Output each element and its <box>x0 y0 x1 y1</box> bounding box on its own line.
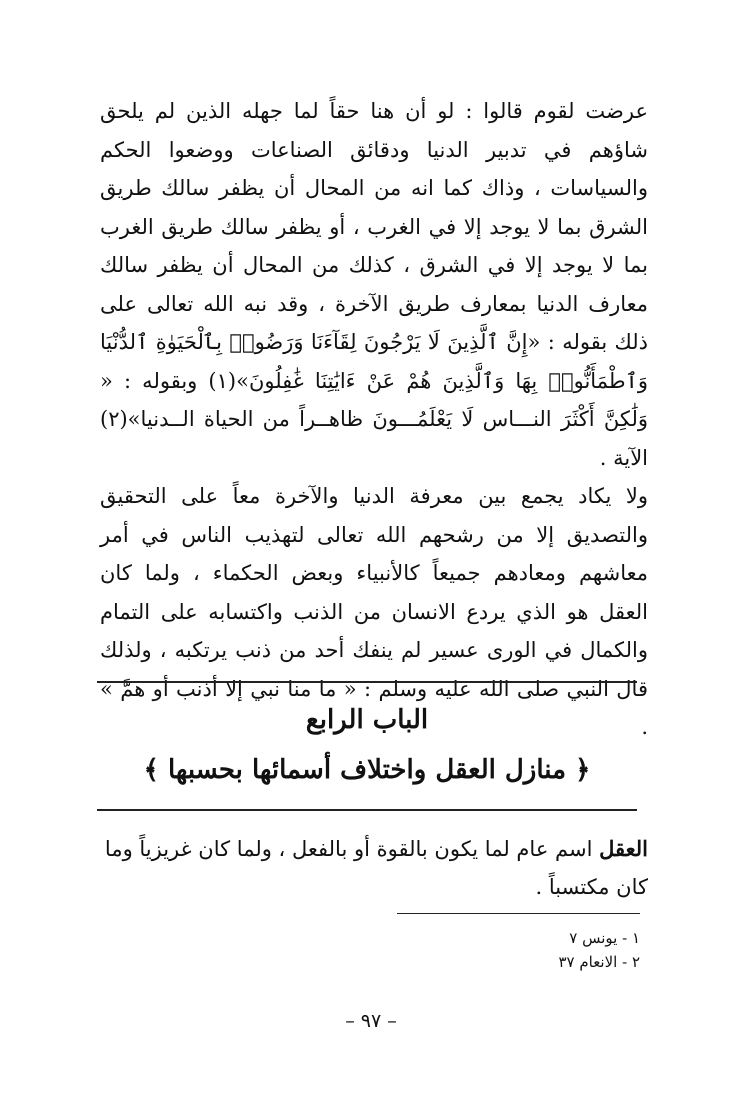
footnote-1: ١ - يونس ٧ <box>569 929 640 947</box>
chapter-divider-top <box>97 681 637 683</box>
paragraph-1: عرضت لقوم قالوا : لو أن هنا حقاً لما جهله الذين لم يلحق شاؤهم في تدبير الدنيا ودقائق الصناعات ووضعوا الحكم والسياسات ، وذاك كما انه من المحال أن يظفر سالك طريق الشرق بما لا يوجد إلا في الغرب ، أو يظفر سالك طريق الغرب بما لا يوجد إلا في الشرق ، كذلك من المحال أن يظفر سالك معارف الدنيا بمعارف طريق الآخرة ، وقد نبه الله تعالى على ذلك بقوله : «إِنَّ ٱلَّذِينَ لَا يَرْجُونَ لِقَآءَنَا وَرَضُوا۟ بِٱلْحَيَوٰةِ ٱلدُّنْيَا وَٱطْمَأَنُّوا۟ بِهَا وَٱلَّذِينَ هُمْ عَنْ ءَايَٰتِنَا غَٰفِلُونَ»(١) وبقوله : « وَلَٰكِنَّ أَكْثَرَ النـــاس لَا يَعْلَمُـــونَ ظاهــراً من الحياة الــدنيا»(٢) الآية . <box>100 99 648 470</box>
footnote-2: ٢ - الانعام ٣٧ <box>558 953 640 971</box>
footnotes <box>300 926 640 974</box>
chapter-intro-text <box>100 830 648 906</box>
paragraph-3-rest: اسم عام لما يكون بالقوة أو بالفعل ، ولما كان غريزياً وما كان مكتسباً . <box>104 837 648 899</box>
chapter-subtitle: ﴿ منازل العقل واختلاف أسمائها بحسبها ﴾ <box>143 755 591 785</box>
chapter-divider-bottom <box>97 809 637 811</box>
page-number: – ٩٧ – <box>345 1010 397 1032</box>
paragraph-3-lead: العقل <box>599 836 648 861</box>
footnote-divider <box>397 913 640 914</box>
paragraph-2: ولا يكاد يجمع بين معرفة الدنيا والآخرة معاً على التحقيق والتصديق إلا من رشحهم الله تعالى لتهذيب الناس في أمر معاشهم ومعادهم جميعاً كالأنبياء وبعض الحكماء ، ولما كان العقل هو الذي يردع الانسان من الذنب واكتسابه على التمام والكمال في الورى عسير لم ينفك أحد من ذنب يرتكبه ، ولذلك قال النبي صلى الله عليه وسلم : « ما منا نبي إلا أذنب أو همَّ » . <box>100 484 649 739</box>
chapter-title: الباب الرابع <box>305 705 429 735</box>
main-text <box>100 92 648 747</box>
paragraph-3 <box>100 830 648 906</box>
